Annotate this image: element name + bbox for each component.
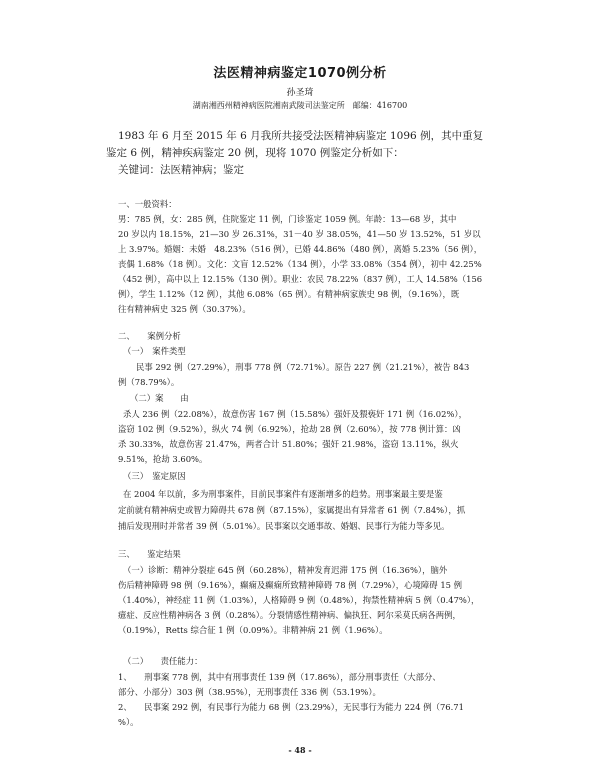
section-3-line: （0.19%），Retts 综合征 1 例（0.09%）。非精神病 21 例（1.96%）。 (118, 625, 388, 635)
author-affiliation: 湖南湘西州精神病医院湘南武陵司法鉴定所 邮编：416700 (192, 101, 408, 110)
section-1-line: 例），学生 1.12%（12 例），其他 6.08%（65 例）。有精神病家族史 98 例，（9.16%），既 (118, 289, 460, 299)
section-2-3-line: 在 2004 年以前，多为刑事案件，目前民事案件有逐渐增多的趋势。刑事案最主要是鉴 (123, 489, 443, 499)
section-2-3-line: 捕后发现刑时并常者 39 例（5.01%）。民事案以交通事故、婚姻、民事行为能力等多见。 (118, 521, 450, 531)
section-1-line: 往有精神病史 325 例（30.37%）。 (118, 304, 251, 314)
section-1-line: 男：785 例，女：285 例，住院鉴定 11 例，门诊鉴定 1059 例。年龄：13—68 岁，其中 (118, 214, 457, 224)
section-2-3-heading: （三） 鉴定原因 (123, 471, 186, 481)
section-2-1-line: 例（78.79%）。 (118, 377, 180, 387)
section-2-2-line: 杀 30.33%，故意伤害 21.47%，两者合计 51.80%；强奸 21.98%，盗窃 13.11%，纵火 (118, 439, 459, 449)
section-4-heading: （二） 责任能力： (123, 656, 203, 666)
section-1-heading: 一、一般资料： (118, 199, 177, 209)
abstract-line-2: 鉴定 6 例，精神疾病鉴定 20 例，现将 1070 例鉴定分析如下： (106, 147, 404, 159)
section-3-heading: 三、 鉴定结果 (118, 549, 181, 559)
section-3-line: 癔症、反应性精神病各 3 例（0.28%）。分裂情感性精神病、偏执狂、阿尔采莫氏病各两例， (118, 610, 461, 620)
section-1-line: 上 3.97%。婚姻：未婚 48.23%（516 例），已婚 44.86%（480 例），离婚 5.23%（56 例）， (118, 244, 483, 254)
section-2-2-line: 杀人 236 例（22.08%），故意伤害 167 例（15.58%）强奸及猥亵奸 171 例（16.02%）， (123, 409, 467, 419)
section-3-line: （1.40%），神经症 11 例（1.03%），人格障碍 9 例（0.48%），拘禁性精神病 5 例（0.47%）， (118, 595, 480, 605)
section-3-line: 伤后精神障碍 98 例（9.16%），癫痫及癫痫所致精神障碍 78 例（7.29%），心境障碍 15 例 (118, 580, 463, 590)
section-3-line: （一）诊断：精神分裂症 645 例（60.28%），精神发育迟滞 175 例（16.36%），脑外 (123, 565, 448, 575)
section-2-1-line: 民事 292 例（27.29%），刑事 778 例（72.71%）。原告 227 例（21.21%），被告 843 (136, 362, 470, 372)
keywords: 关键词：法医精神病；鉴定 (118, 164, 244, 176)
section-4-line: 1、 刑事案 778 例，其中有刑事责任 139 例（17.86%），部分刑事责任（大部分、 (118, 672, 441, 682)
author-name: 孙圣琦 (286, 88, 314, 98)
section-2-3-line: 定前就有精神病史或智力障碍共 678 例（87.15%），家属提出有异常者 61 例（7.84%），抓 (118, 505, 466, 515)
section-2-1-heading: （一） 案件类型 (123, 346, 186, 356)
section-1-line: （452 例），高中以上 12.15%（130 例）。职业：农民 78.22%（837 例），工人 14.58%（156 (118, 274, 483, 284)
paper-title: 法医精神病鉴定1070例分析 (213, 66, 387, 81)
abstract-line-1: 1983 年 6 月至 2015 年 6 月我所共接受法医精神病鉴定 1096 例，其中重复 (118, 130, 484, 142)
section-4-line: 部分、小部分）303 例（38.95%），无刑事责任 336 例（53.19%）。 (118, 687, 381, 697)
section-1-line: 丧偶 1.68%（18 例）。文化：文盲 12.52%（134 例），小学 33.08%（354 例），初中 42.25% (118, 259, 482, 269)
page-number: - 48 - (288, 745, 312, 755)
section-4-line: 2、 民事案 292 例，有民事行为能力 68 例（23.29%），无民事行为能力 224 例（76.71 (118, 702, 464, 712)
section-2-2-heading: （二）案 由 (130, 393, 189, 403)
section-1-line: 20 岁以内 18.15%，21—30 岁 26.31%，31－40 岁 38.05%，41—50 岁 13.52%，51 岁以 (118, 229, 481, 239)
section-2-2-line: 盗窃 102 例（9.52%），纵火 74 例（6.92%），抢劫 28 例（2.60%），按 778 例计算：凶 (118, 424, 461, 434)
section-4-line: %）。 (118, 717, 139, 727)
section-2-2-line: 9.51%，抢劫 3.60%。 (118, 454, 208, 464)
section-2-heading: 二、 案例分析 (118, 331, 181, 341)
